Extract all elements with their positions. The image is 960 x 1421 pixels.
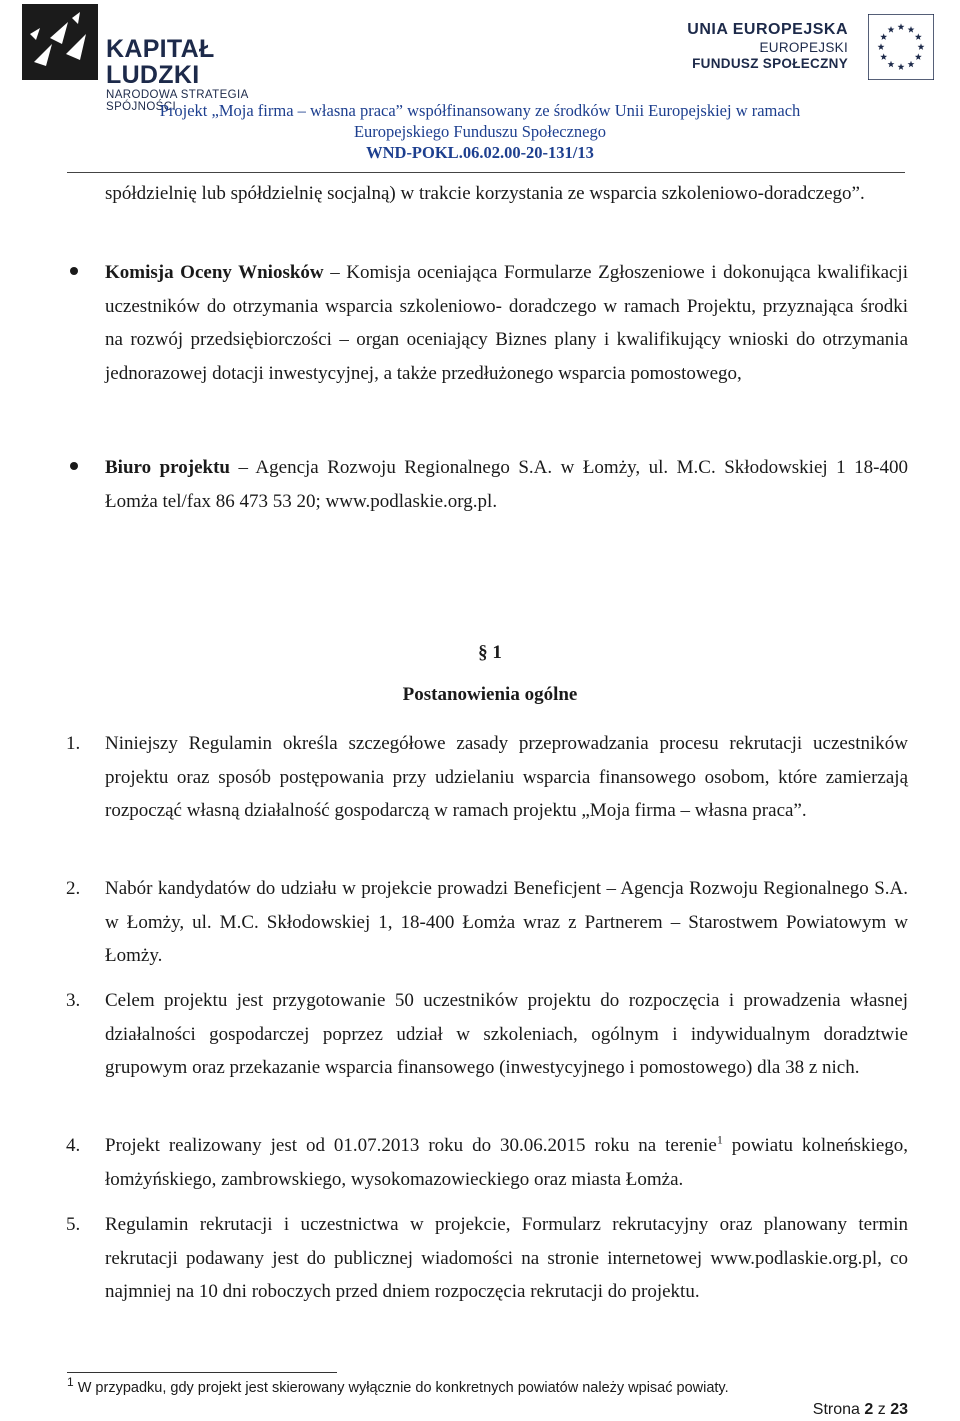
- intro-continuation: spółdzielnię lub spółdzielnię socjalną) w trakcie korzystania ze wsparcia szkoleniowo-doradczego”.: [105, 183, 865, 204]
- eu-logo-line1: EUROPEJSKI: [759, 40, 848, 55]
- footnote: [67, 1375, 729, 1396]
- kapital-ludzki-emblem-icon: [22, 4, 98, 80]
- definition-komisja: [105, 256, 908, 390]
- kapital-ludzki-title: KAPITAŁ LUDZKI: [106, 35, 215, 89]
- eu-logo: [684, 14, 944, 84]
- item-text: Celem projektu jest przygotowanie 50 uczestników projektu do rozpoczęcia i prowadzenia własnej działalności gospodarczej poprzez udział w szkoleniach, ogólnym i indywidualnym doradztwie grupowym oraz przekazanie wsparcia finansowego (inwestycyjnego i pomostowego) dla 38 z nich.: [105, 990, 908, 1078]
- item-number: 1.: [66, 733, 81, 754]
- section-title: Postanowienia ogólne: [402, 684, 578, 705]
- project-line-1: Projekt „Moja firma – własna praca” współfinansowany ze środków Unii Europejskiej w ramach: [159, 101, 801, 120]
- item-number: 3.: [66, 990, 81, 1011]
- page-number: Strona 2 z 23: [812, 1401, 908, 1418]
- section-number: § 1: [478, 642, 502, 663]
- project-header: [0, 100, 960, 163]
- item-number: 5.: [66, 1214, 81, 1235]
- item-text: Niniejszy Regulamin określa szczegółowe zasady przeprowadzania procesu rekrutacji uczestników projektu oraz sposób postępowania przy udzielaniu wsparcia finansowego osobom, które zamierzają rozpocząć własną działalność gospodarczą w ramach projektu „Moja firma – własna praca”.: [105, 733, 908, 821]
- definition-body: – Komisja oceniająca Formularze Zgłoszeniowe i dokonująca kwalifikacji uczestników do otrzymania wsparcia szkoleniowo- doradczego w ramach Projektu, przyznająca środki na rozwój przedsiębiorczości – organ oceniający Biznes plany i kwalifikujący wnioski do otrzymania jednorazowej dotacji inwestycyjnej, a także przedłużonego wsparcia pomostowego,: [105, 262, 908, 384]
- footnote-mark: 1: [67, 1375, 74, 1390]
- item-text: Regulamin rekrutacji i uczestnictwa w projekcie, Formularz rekrutacyjny oraz planowany termin rekrutacji podawany jest do publicznej wiadomości na stronie internetowej www.podlaskie.org.pl, co najmniej na 10 dni roboczych przed dniem rozpoczęcia rekrutacji do projektu.: [105, 1214, 908, 1302]
- item-number: 4.: [66, 1135, 81, 1156]
- item-number: 2.: [66, 878, 81, 899]
- eu-logo-line2: FUNDUSZ SPOŁECZNY: [692, 56, 848, 71]
- footnote-divider: [67, 1372, 337, 1373]
- bullet-icon: [70, 462, 78, 470]
- definition-body: – Agencja Rozwoju Regionalnego S.A. w Łomży, ul. M.C. Skłodowskiej 1 18-400 Łomża tel/fax 86 473 53 20; www.podlaskie.org.pl.: [105, 457, 908, 512]
- eu-stars-icon: [868, 14, 934, 80]
- header-divider: [67, 172, 905, 173]
- eu-logo-title: UNIA EUROPEJSKA: [687, 21, 848, 38]
- item-text: Nabór kandydatów do udziału w projekcie prowadzi Beneficjent – Agencja Rozwoju Regionalnego S.A. w Łomży, ul. M.C. Skłodowskiej 1, 18-400 Łomża wraz z Partnerem – Starostwem Powiatowym w Łomży.: [105, 878, 908, 966]
- item-text: Projekt realizowany jest od 01.07.2013 roku do 30.06.2015 roku na terenie$^1$ powiatu kolneńskiego, łomżyńskiego, zambrowskiego, wysokomazowieckiego oraz miasta Łomża.: [105, 1132, 908, 1190]
- definition-term: Biuro projektu: [105, 457, 230, 478]
- project-line-2: Europejskiego Funduszu Społecznego: [353, 122, 607, 141]
- definition-biuro: [105, 451, 908, 518]
- footnote-text: W przypadku, gdy projekt jest skierowany wyłącznie do konkretnych powiatów należy wpisać powiaty.: [77, 1380, 729, 1396]
- kapital-ludzki-subtitle: NARODOWA STRATEGIA SPÓJNOŚCI: [106, 89, 249, 113]
- footnote-reference[interactable]: 1: [716, 1132, 723, 1147]
- project-code: WND-POKL.06.02.00-20-131/13: [366, 143, 594, 162]
- kapital-ludzki-logo: [12, 0, 312, 113]
- bullet-icon: [70, 267, 78, 275]
- definition-term: Komisja Oceny Wniosków: [105, 262, 324, 283]
